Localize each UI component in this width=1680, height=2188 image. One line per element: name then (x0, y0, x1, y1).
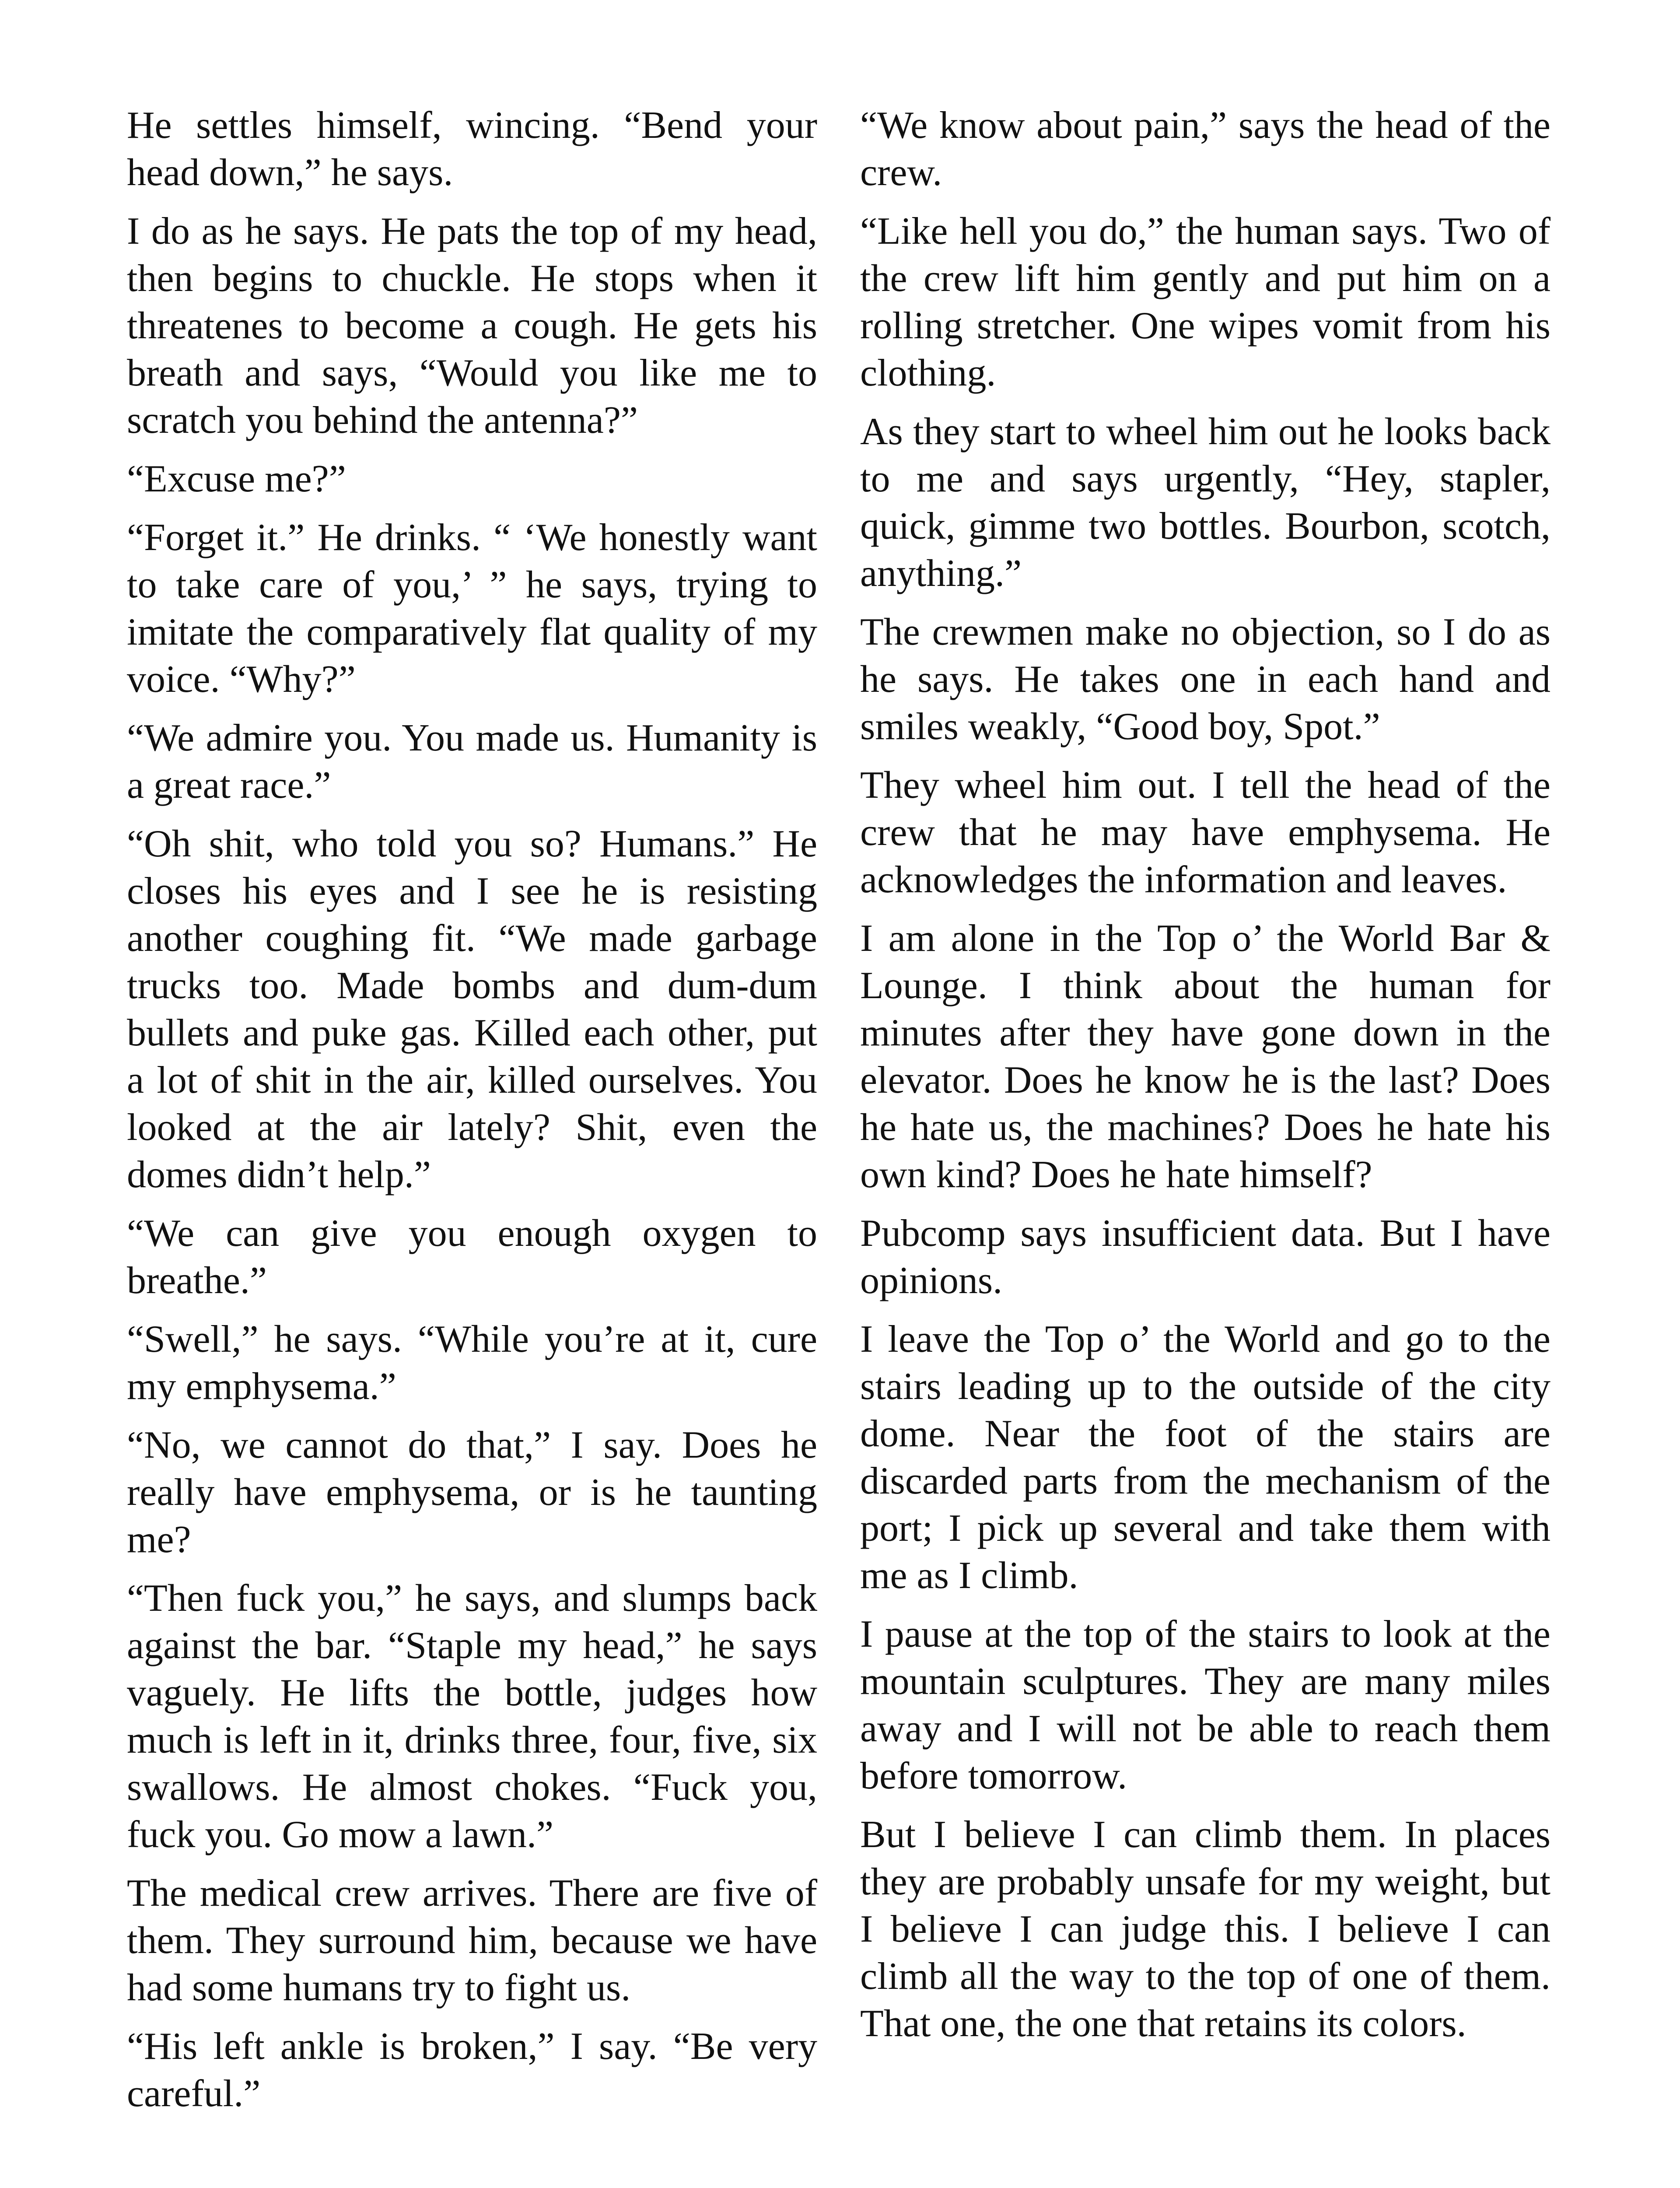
paragraph: I am alone in the Top o’ the World Bar & Lounge. I think about the human for minutes after they have gone down in the elevator. Does he know he is the last? Does he hate us, the machines? Does he hate his own kind? Does he hate himself? (860, 917, 1550, 1196)
paragraph: “Swell,” he says. “While you’re at it, cure my emphysema.” (127, 1318, 817, 1408)
right-text-column (860, 102, 1550, 2059)
paragraph: The medical crew arrives. There are five of them. They surround him, because we have had some humans try to fight us. (127, 1872, 817, 2009)
paragraph: “We know about pain,” says the head of the crew. (860, 104, 1550, 194)
paragraph: I leave the Top o’ the World and go to the stairs leading up to the outside of the city dome. Near the foot of the stairs are discarded parts from the mechanism of the port; I pick up several and take them with me as I climb. (860, 1318, 1550, 1597)
paragraph: He settles himself, wincing. “Bend your head down,” he says. (127, 104, 817, 194)
paragraph: “Forget it.” He drinks. “ ‘We honestly want to take care of you,’ ” he says, trying to imitate the comparatively flat quality of my voice. “Why?” (127, 516, 817, 701)
paragraph: “Like hell you do,” the human says. Two of the crew lift him gently and put him on a rolling stretcher. One wipes vomit from his clothing. (860, 210, 1550, 394)
paragraph: “Excuse me?” (127, 458, 346, 500)
left-text-column (127, 102, 817, 2129)
paragraph: As they start to wheel him out he looks back to me and says urgently, “Hey, stapler, quick, gimme two bottles. Bourbon, scotch, anything.” (860, 410, 1550, 595)
paragraph: I pause at the top of the stairs to look at the mountain sculptures. They are many miles away and I will not be able to reach them before tomorrow. (860, 1613, 1550, 1797)
paragraph: “Oh shit, who told you so? Humans.” He closes his eyes and I see he is resisting another coughing fit. “We made garbage trucks too. Made bombs and dum-dum bullets and puke gas. Killed each other, put a lot of shit in the air, killed ourselves. You looked at the air lately? Shit, even the domes didn’t help.” (127, 823, 817, 1196)
paragraph: “We admire you. You made us. Humanity is a great race.” (127, 717, 817, 806)
paragraph: The crewmen make no objection, so I do as he says. He takes one in each hand and smiles weakly, “Good boy, Spot.” (860, 611, 1550, 748)
paragraph: I do as he says. He pats the top of my head, then begins to chuckle. He stops when it threatenes to become a cough. He gets his breath and says, “Would you like me to scratch you behind the antenna?” (127, 210, 817, 442)
paragraph: They wheel him out. I tell the head of the crew that he may have emphysema. He acknowledges the information and leaves. (860, 764, 1550, 901)
paragraph: “We can give you enough oxygen to breathe.” (127, 1212, 817, 1302)
paragraph: “No, we cannot do that,” I say. Does he really have emphysema, or is he taunting me? (127, 1424, 817, 1561)
paragraph: “Then fuck you,” he says, and slumps back against the bar. “Staple my head,” he says vaguely. He lifts the bottle, judges how much is left in it, drinks three, four, five, six swallows. He almost chokes. “Fuck you, fuck you. Go mow a lawn.” (127, 1577, 817, 1856)
paragraph: Pubcomp says insufficient data. But I have opinions. (860, 1212, 1550, 1302)
paragraph: But I believe I can climb them. In places they are probably unsafe for my weight, but I believe I can judge this. I believe I can climb all the way to the top of one of them. That one, the one that retains its colors. (860, 1813, 1550, 2045)
paragraph: “His left ankle is broken,” I say. “Be very careful.” (127, 2025, 817, 2115)
